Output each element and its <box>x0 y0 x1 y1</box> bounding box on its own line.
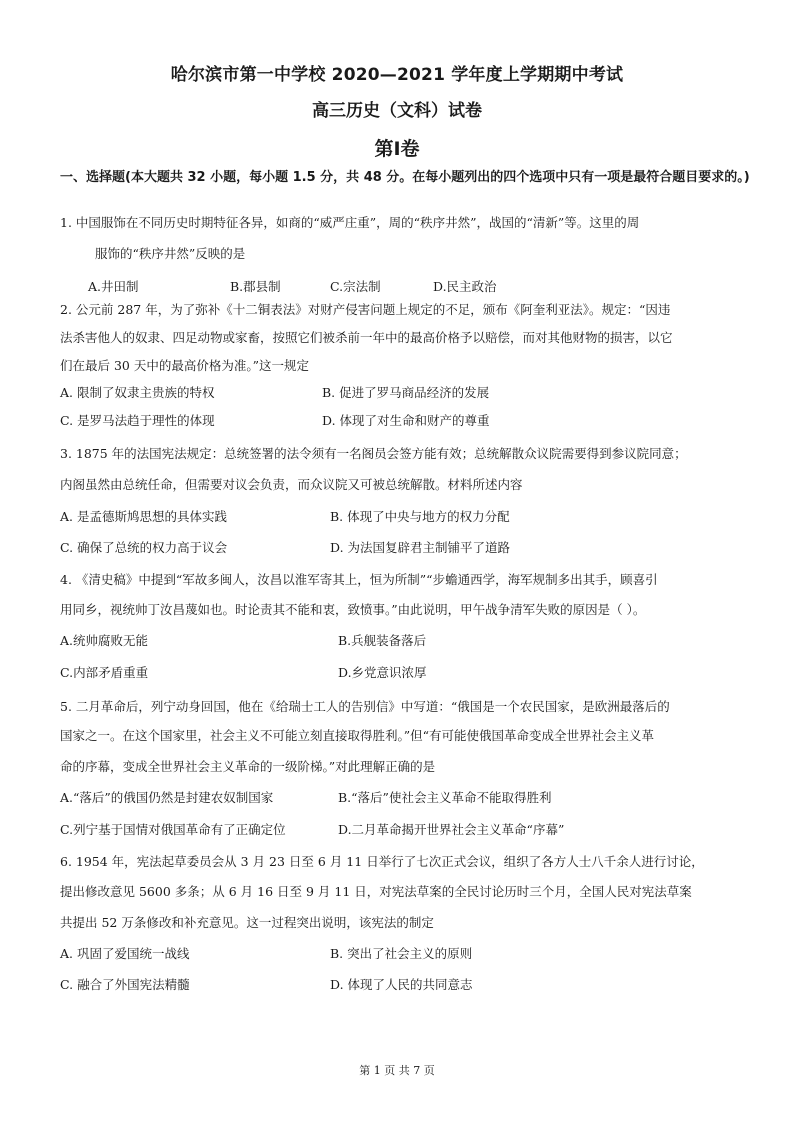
question-3-option-d: D. 为法国复辟君主制铺平了道路 <box>330 540 511 555</box>
question-4-option-a: A.统帅腐败无能 <box>60 633 149 648</box>
exam-title: 哈尔滨市第一中学校 2020—2021 学年度上学期期中考试 <box>170 65 624 85</box>
question-6-option-d: D. 体现了人民的共同意志 <box>330 977 473 992</box>
question-3-option-c: C. 确保了总统的权力高于议会 <box>60 540 228 555</box>
question-1-line-2: 服饰的“秩序井然”反映的是 <box>95 246 246 261</box>
question-5-option-b: B.“落后”使社会主义革命不能取得胜利 <box>338 790 552 805</box>
question-6-line-1: 6. 1954 年，宪法起草委员会从 3 月 23 日至 6 月 11 日举行了七次正式会议，组织了各方人士八千余人进行讨论， <box>60 854 704 869</box>
question-3-option-b: B. 体现了中央与地方的权力分配 <box>330 509 510 524</box>
question-1-option-c: C.宗法制 <box>330 279 381 294</box>
section-heading: 一、选择题(本大题共 32 小题，每小题 1.5 分，共 48 分。在每小题列出的四个选项中只有一项是最符合题目要求的。) <box>60 170 750 185</box>
question-6-option-b: B. 突出了社会主义的原则 <box>330 946 473 961</box>
question-4-line-2: 用同乡，视统帅丁汝昌蔑如也。时论责其不能和衷，致愤事。”由此说明，甲午战争清军失败的原因是（ ）。 <box>60 602 646 617</box>
question-6-option-c: C. 融合了外国宪法精髓 <box>60 977 190 992</box>
question-2-option-a: A. 限制了奴隶主贵族的特权 <box>60 385 215 400</box>
page-footer: 第 1 页 共 7 页 <box>359 1064 435 1077</box>
question-4-line-1: 4. 《清史稿》中提到“军故多闽人，汝昌以淮军寄其上，恒为所制”“步蟾通西学，海军规制多出其手，顾喜引 <box>60 572 658 587</box>
question-2-option-d: D. 体现了对生命和财产的尊重 <box>322 413 490 428</box>
question-5-option-d: D.二月革命揭开世界社会主义革命“序幕” <box>338 822 565 837</box>
question-3-line-2: 内阁虽然由总统任命，但需要对议会负责，而众议院又可被总统解散。材料所述内容 <box>60 477 523 492</box>
question-4-option-c: C.内部矛盾重重 <box>60 665 149 680</box>
exam-subtitle: 高三历史（文科）试卷 <box>312 101 482 121</box>
question-2-line-3: 们在最后 30 天中的最高价格为准。”这一规定 <box>60 358 309 373</box>
question-5-line-1: 5. 二月革命后，列宁动身回国，他在《给瑞士工人的告别信》中写道：“俄国是一个农民国家，是欧洲最落后的 <box>60 699 670 714</box>
question-6-line-2: 提出修改意见 5600 多条；从 6 月 16 日至 9 月 11 日，对宪法草案的全民讨论历时三个月，全国人民对宪法草案 <box>60 884 692 899</box>
question-5-line-3: 命的序幕，变成全世界社会主义革命的一级阶梯。”对此理解正确的是 <box>60 759 436 774</box>
question-2-option-b: B. 促进了罗马商品经济的发展 <box>322 385 490 400</box>
question-1-option-d: D.民主政治 <box>433 279 497 294</box>
question-5-line-2: 国家之一。在这个国家里，社会主义不可能立刻直接取得胜利。”但“有可能使俄国革命变成全世界社会主义革 <box>60 728 655 743</box>
question-4-option-b: B.兵舰装备落后 <box>338 633 427 648</box>
question-1-option-a: A.井田制 <box>88 279 139 294</box>
question-5-option-a: A.“落后”的俄国仍然是封建农奴制国家 <box>60 790 274 805</box>
question-4-option-d: D.乡党意识浓厚 <box>338 665 427 680</box>
question-2-option-c: C. 是罗马法趋于理性的体现 <box>60 413 215 428</box>
question-5-option-c: C.列宁基于国情对俄国革命有了正确定位 <box>60 822 286 837</box>
question-1-line-1: 1. 中国服饰在不同历史时期特征各异，如商的“威严庄重”，周的“秩序井然”，战国的“清新”等。这里的周 <box>60 215 640 230</box>
volume-heading: 第Ⅰ卷 <box>374 138 420 160</box>
question-3-option-a: A. 是孟德斯鸠思想的具体实践 <box>60 509 227 524</box>
question-6-line-3: 共提出 52 万条修改和补充意见。这一过程突出说明，该宪法的制定 <box>60 915 434 930</box>
question-2-line-1: 2. 公元前 287 年，为了弥补《十二铜表法》对财产侵害问题上规定的不足，颁布《阿奎利亚法》。规定：“因违 <box>60 302 671 317</box>
question-1-option-b: B.郡县制 <box>230 279 281 294</box>
question-2-line-2: 法杀害他人的奴隶、四足动物或家畜，按照它们被杀前一年中的最高价格予以赔偿，而对其他财物的损害，以它 <box>60 330 673 345</box>
question-6-option-a: A. 巩固了爱国统一战线 <box>60 946 190 961</box>
question-3-line-1: 3. 1875 年的法国宪法规定：总统签署的法令须有一名阁员会签方能有效；总统解散众议院需要得到参议院同意； <box>60 446 687 461</box>
